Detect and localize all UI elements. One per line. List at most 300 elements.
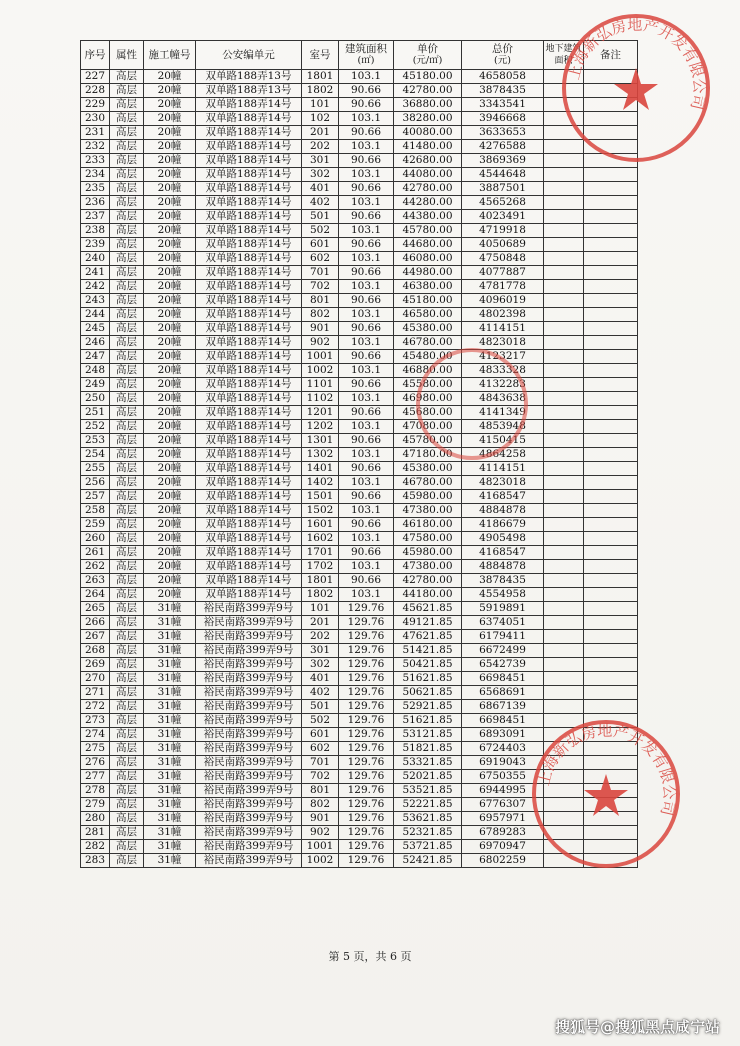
table-row	[81, 854, 638, 868]
cell-underground-area	[544, 350, 584, 364]
watermark-text: 搜狐号@搜狐黑点咸宁站	[554, 1018, 720, 1036]
cell-underground-area	[544, 168, 584, 182]
cell-address: 裕民南路399弄9号	[196, 854, 302, 868]
cell-address: 裕民南路399弄9号	[196, 770, 302, 784]
cell-underground-area	[544, 112, 584, 126]
cell-remark	[584, 476, 638, 490]
cell-unit-price: 45780.00	[394, 224, 462, 238]
cell-room: 1402	[302, 476, 339, 490]
cell-room: 802	[302, 798, 339, 812]
cell-underground-area	[544, 406, 584, 420]
table-row	[81, 112, 638, 126]
cell-total-price: 3869369	[462, 154, 544, 168]
cell-building: 31幢	[144, 644, 196, 658]
cell-room: 1502	[302, 504, 339, 518]
cell-total-price: 4544648	[462, 168, 544, 182]
cell-area: 103.1	[339, 70, 394, 84]
cell-total-price: 6957971	[462, 812, 544, 826]
cell-total-price: 4658058	[462, 70, 544, 84]
cell-underground-area	[544, 742, 584, 756]
cell-type: 高层	[110, 266, 144, 280]
cell-index: 264	[81, 588, 110, 602]
cell-type: 高层	[110, 154, 144, 168]
cell-room: 902	[302, 336, 339, 350]
cell-unit-price: 47180.00	[394, 448, 462, 462]
cell-index: 248	[81, 364, 110, 378]
header-area	[339, 41, 394, 70]
cell-address: 双单路188弄14号	[196, 266, 302, 280]
cell-remark	[584, 196, 638, 210]
cell-type: 高层	[110, 826, 144, 840]
cell-underground-area	[544, 490, 584, 504]
cell-total-price: 4114151	[462, 322, 544, 336]
cell-remark	[584, 560, 638, 574]
cell-type: 高层	[110, 602, 144, 616]
header-address: 公安编单元	[196, 41, 302, 70]
cell-address: 双单路188弄14号	[196, 224, 302, 238]
cell-remark	[584, 770, 638, 784]
cell-total-price: 3633653	[462, 126, 544, 140]
cell-remark	[584, 756, 638, 770]
cell-remark	[584, 588, 638, 602]
table-row	[81, 630, 638, 644]
cell-index: 229	[81, 98, 110, 112]
cell-remark	[584, 84, 638, 98]
cell-area: 129.76	[339, 658, 394, 672]
cell-underground-area	[544, 420, 584, 434]
cell-area: 129.76	[339, 686, 394, 700]
cell-area: 90.66	[339, 406, 394, 420]
cell-underground-area	[544, 210, 584, 224]
cell-underground-area	[544, 700, 584, 714]
cell-total-price: 4050689	[462, 238, 544, 252]
cell-underground-area	[544, 602, 584, 616]
cell-index: 270	[81, 672, 110, 686]
cell-index: 231	[81, 126, 110, 140]
cell-underground-area	[544, 98, 584, 112]
cell-unit-price: 52421.85	[394, 854, 462, 868]
cell-area: 129.76	[339, 728, 394, 742]
page-number: 第 5 页，共 6 页	[328, 950, 412, 963]
cell-remark	[584, 504, 638, 518]
cell-index: 227	[81, 70, 110, 84]
cell-index: 261	[81, 546, 110, 560]
cell-room: 1001	[302, 840, 339, 854]
cell-remark	[584, 700, 638, 714]
cell-type: 高层	[110, 280, 144, 294]
cell-building: 31幢	[144, 700, 196, 714]
cell-unit-price: 46580.00	[394, 308, 462, 322]
cell-underground-area	[544, 140, 584, 154]
cell-room: 701	[302, 266, 339, 280]
table-row	[81, 294, 638, 308]
table-row	[81, 70, 638, 84]
cell-index: 269	[81, 658, 110, 672]
cell-index: 268	[81, 644, 110, 658]
cell-index: 280	[81, 812, 110, 826]
header-unit-price-label: 单价	[417, 43, 438, 55]
cell-area: 129.76	[339, 854, 394, 868]
cell-total-price: 4023491	[462, 210, 544, 224]
cell-building: 20幢	[144, 392, 196, 406]
cell-building: 20幢	[144, 532, 196, 546]
table-row	[81, 826, 638, 840]
cell-underground-area	[544, 672, 584, 686]
cell-index: 260	[81, 532, 110, 546]
cell-underground-area	[544, 378, 584, 392]
cell-unit-price: 45980.00	[394, 490, 462, 504]
cell-building: 20幢	[144, 490, 196, 504]
cell-underground-area	[544, 798, 584, 812]
cell-building: 20幢	[144, 294, 196, 308]
cell-building: 20幢	[144, 98, 196, 112]
cell-index: 283	[81, 854, 110, 868]
cell-index: 238	[81, 224, 110, 238]
cell-building: 20幢	[144, 406, 196, 420]
cell-room: 602	[302, 252, 339, 266]
cell-building: 20幢	[144, 546, 196, 560]
cell-address: 双单路188弄14号	[196, 574, 302, 588]
cell-remark	[584, 658, 638, 672]
cell-address: 裕民南路399弄9号	[196, 728, 302, 742]
cell-unit-price: 45680.00	[394, 406, 462, 420]
cell-underground-area	[544, 588, 584, 602]
cell-area: 103.1	[339, 252, 394, 266]
cell-type: 高层	[110, 238, 144, 252]
cell-total-price: 4905498	[462, 532, 544, 546]
cell-area: 103.1	[339, 280, 394, 294]
table-row	[81, 812, 638, 826]
cell-room: 1001	[302, 350, 339, 364]
cell-total-price: 3946668	[462, 112, 544, 126]
cell-building: 31幢	[144, 728, 196, 742]
cell-unit-price: 46980.00	[394, 392, 462, 406]
cell-index: 267	[81, 630, 110, 644]
table-row	[81, 700, 638, 714]
cell-area: 129.76	[339, 630, 394, 644]
cell-building: 20幢	[144, 476, 196, 490]
cell-address: 双单路188弄14号	[196, 280, 302, 294]
cell-area: 129.76	[339, 700, 394, 714]
table-row	[81, 154, 638, 168]
cell-remark	[584, 238, 638, 252]
cell-underground-area	[544, 658, 584, 672]
cell-address: 裕民南路399弄9号	[196, 798, 302, 812]
cell-index: 246	[81, 336, 110, 350]
cell-unit-price: 52221.85	[394, 798, 462, 812]
cell-unit-price: 44280.00	[394, 196, 462, 210]
cell-total-price: 4781778	[462, 280, 544, 294]
cell-room: 1002	[302, 364, 339, 378]
cell-remark	[584, 350, 638, 364]
cell-address: 裕民南路399弄9号	[196, 742, 302, 756]
cell-type: 高层	[110, 420, 144, 434]
cell-type: 高层	[110, 476, 144, 490]
cell-underground-area	[544, 770, 584, 784]
cell-type: 高层	[110, 574, 144, 588]
cell-room: 901	[302, 322, 339, 336]
cell-type: 高层	[110, 714, 144, 728]
cell-unit-price: 45180.00	[394, 294, 462, 308]
cell-address: 双单路188弄14号	[196, 448, 302, 462]
cell-area: 103.1	[339, 308, 394, 322]
cell-total-price: 4276588	[462, 140, 544, 154]
cell-underground-area	[544, 448, 584, 462]
cell-underground-area	[544, 196, 584, 210]
cell-type: 高层	[110, 126, 144, 140]
cell-remark	[584, 266, 638, 280]
cell-area: 103.1	[339, 392, 394, 406]
cell-type: 高层	[110, 112, 144, 126]
cell-underground-area	[544, 560, 584, 574]
cell-area: 103.1	[339, 112, 394, 126]
cell-room: 1702	[302, 560, 339, 574]
header-unit-price	[394, 41, 462, 70]
cell-type: 高层	[110, 378, 144, 392]
header-total-price	[462, 41, 544, 70]
cell-room: 501	[302, 210, 339, 224]
cell-index: 244	[81, 308, 110, 322]
cell-address: 双单路188弄13号	[196, 84, 302, 98]
cell-unit-price: 44380.00	[394, 210, 462, 224]
table-row	[81, 364, 638, 378]
cell-room: 1101	[302, 378, 339, 392]
cell-underground-area	[544, 854, 584, 868]
cell-remark	[584, 518, 638, 532]
cell-building: 20幢	[144, 252, 196, 266]
cell-building: 20幢	[144, 112, 196, 126]
cell-area: 103.1	[339, 224, 394, 238]
cell-area: 90.66	[339, 154, 394, 168]
cell-remark	[584, 826, 638, 840]
cell-remark	[584, 546, 638, 560]
cell-unit-price: 47380.00	[394, 504, 462, 518]
table-row	[81, 476, 638, 490]
cell-unit-price: 53721.85	[394, 840, 462, 854]
cell-building: 20幢	[144, 308, 196, 322]
cell-address: 裕民南路399弄9号	[196, 616, 302, 630]
table-row	[81, 742, 638, 756]
table-row	[81, 770, 638, 784]
cell-total-price: 4168547	[462, 490, 544, 504]
cell-address: 裕民南路399弄9号	[196, 686, 302, 700]
cell-building: 31幢	[144, 826, 196, 840]
cell-unit-price: 52321.85	[394, 826, 462, 840]
cell-total-price: 6944995	[462, 784, 544, 798]
cell-remark	[584, 602, 638, 616]
cell-total-price: 4123217	[462, 350, 544, 364]
table-row	[81, 644, 638, 658]
cell-total-price: 6867139	[462, 700, 544, 714]
cell-remark	[584, 406, 638, 420]
table-row	[81, 504, 638, 518]
cell-remark	[584, 686, 638, 700]
cell-building: 20幢	[144, 574, 196, 588]
cell-room: 301	[302, 154, 339, 168]
cell-room: 502	[302, 224, 339, 238]
cell-room: 901	[302, 812, 339, 826]
cell-total-price: 6568691	[462, 686, 544, 700]
table-row	[81, 532, 638, 546]
cell-address: 双单路188弄14号	[196, 476, 302, 490]
table-row	[81, 686, 638, 700]
cell-room: 1102	[302, 392, 339, 406]
cell-room: 1802	[302, 588, 339, 602]
cell-total-price: 4565268	[462, 196, 544, 210]
cell-remark	[584, 490, 638, 504]
cell-type: 高层	[110, 252, 144, 266]
cell-type: 高层	[110, 784, 144, 798]
cell-unit-price: 51621.85	[394, 672, 462, 686]
cell-area: 90.66	[339, 238, 394, 252]
cell-remark	[584, 280, 638, 294]
cell-remark	[584, 378, 638, 392]
cell-area: 103.1	[339, 504, 394, 518]
cell-building: 31幢	[144, 756, 196, 770]
header-total-price-label: 总价	[492, 43, 513, 55]
cell-remark	[584, 532, 638, 546]
cell-area: 90.66	[339, 462, 394, 476]
table-row	[81, 546, 638, 560]
cell-address: 双单路188弄14号	[196, 350, 302, 364]
cell-area: 90.66	[339, 98, 394, 112]
cell-underground-area	[544, 84, 584, 98]
seal-bottom-text: 上海新弘房地产开发有限公司	[534, 721, 679, 818]
cell-underground-area	[544, 630, 584, 644]
cell-address: 双单路188弄14号	[196, 322, 302, 336]
cell-index: 239	[81, 238, 110, 252]
cell-total-price: 6698451	[462, 672, 544, 686]
cell-unit-price: 46780.00	[394, 336, 462, 350]
cell-room: 1002	[302, 854, 339, 868]
cell-index: 245	[81, 322, 110, 336]
cell-total-price: 4132283	[462, 378, 544, 392]
cell-unit-price: 47080.00	[394, 420, 462, 434]
cell-address: 裕民南路399弄9号	[196, 644, 302, 658]
table-row	[81, 126, 638, 140]
cell-unit-price: 53321.85	[394, 756, 462, 770]
table-row	[81, 588, 638, 602]
cell-remark	[584, 448, 638, 462]
cell-building: 31幢	[144, 686, 196, 700]
cell-unit-price: 47380.00	[394, 560, 462, 574]
cell-address: 双单路188弄14号	[196, 420, 302, 434]
cell-address: 双单路188弄14号	[196, 182, 302, 196]
cell-index: 281	[81, 826, 110, 840]
cell-index: 259	[81, 518, 110, 532]
cell-area: 103.1	[339, 140, 394, 154]
cell-type: 高层	[110, 434, 144, 448]
cell-room: 1201	[302, 406, 339, 420]
cell-total-price: 4823018	[462, 476, 544, 490]
cell-address: 双单路188弄14号	[196, 588, 302, 602]
cell-room: 302	[302, 168, 339, 182]
cell-building: 31幢	[144, 658, 196, 672]
cell-room: 801	[302, 784, 339, 798]
cell-room: 1601	[302, 518, 339, 532]
table-row	[81, 392, 638, 406]
cell-remark	[584, 182, 638, 196]
cell-address: 裕民南路399弄9号	[196, 658, 302, 672]
cell-area: 90.66	[339, 126, 394, 140]
cell-room: 502	[302, 714, 339, 728]
cell-address: 裕民南路399弄9号	[196, 602, 302, 616]
cell-building: 20幢	[144, 504, 196, 518]
cell-unit-price: 45380.00	[394, 322, 462, 336]
cell-total-price: 6724403	[462, 742, 544, 756]
cell-underground-area	[544, 518, 584, 532]
cell-total-price: 4884878	[462, 560, 544, 574]
cell-area: 129.76	[339, 798, 394, 812]
cell-building: 20幢	[144, 434, 196, 448]
cell-index: 243	[81, 294, 110, 308]
cell-index: 241	[81, 266, 110, 280]
cell-index: 251	[81, 406, 110, 420]
cell-area: 103.1	[339, 588, 394, 602]
cell-remark	[584, 322, 638, 336]
cell-building: 31幢	[144, 812, 196, 826]
table-row	[81, 672, 638, 686]
cell-total-price: 6893091	[462, 728, 544, 742]
table-row	[81, 168, 638, 182]
cell-unit-price: 46780.00	[394, 476, 462, 490]
cell-area: 103.1	[339, 364, 394, 378]
cell-address: 双单路188弄14号	[196, 378, 302, 392]
cell-room: 101	[302, 602, 339, 616]
cell-type: 高层	[110, 700, 144, 714]
cell-remark	[584, 742, 638, 756]
cell-type: 高层	[110, 532, 144, 546]
cell-room: 701	[302, 756, 339, 770]
cell-underground-area	[544, 532, 584, 546]
cell-type: 高层	[110, 840, 144, 854]
cell-building: 20幢	[144, 126, 196, 140]
cell-remark	[584, 112, 638, 126]
cell-area: 129.76	[339, 812, 394, 826]
cell-area: 90.66	[339, 266, 394, 280]
cell-type: 高层	[110, 518, 144, 532]
cell-underground-area	[544, 308, 584, 322]
table-row	[81, 616, 638, 630]
cell-type: 高层	[110, 462, 144, 476]
cell-area: 90.66	[339, 546, 394, 560]
cell-type: 高层	[110, 616, 144, 630]
cell-type: 高层	[110, 350, 144, 364]
cell-type: 高层	[110, 98, 144, 112]
cell-underground-area	[544, 224, 584, 238]
cell-index: 276	[81, 756, 110, 770]
cell-total-price: 4554958	[462, 588, 544, 602]
cell-remark	[584, 644, 638, 658]
cell-address: 裕民南路399弄9号	[196, 826, 302, 840]
cell-total-price: 4719918	[462, 224, 544, 238]
cell-underground-area	[544, 784, 584, 798]
cell-underground-area	[544, 238, 584, 252]
cell-underground-area	[544, 364, 584, 378]
cell-building: 20幢	[144, 266, 196, 280]
cell-total-price: 4096019	[462, 294, 544, 308]
cell-remark	[584, 308, 638, 322]
cell-index: 237	[81, 210, 110, 224]
cell-index: 265	[81, 602, 110, 616]
cell-area: 90.66	[339, 210, 394, 224]
cell-underground-area	[544, 812, 584, 826]
table-row	[81, 196, 638, 210]
table-row	[81, 518, 638, 532]
cell-unit-price: 51821.85	[394, 742, 462, 756]
cell-unit-price: 52921.85	[394, 700, 462, 714]
cell-total-price: 6970947	[462, 840, 544, 854]
